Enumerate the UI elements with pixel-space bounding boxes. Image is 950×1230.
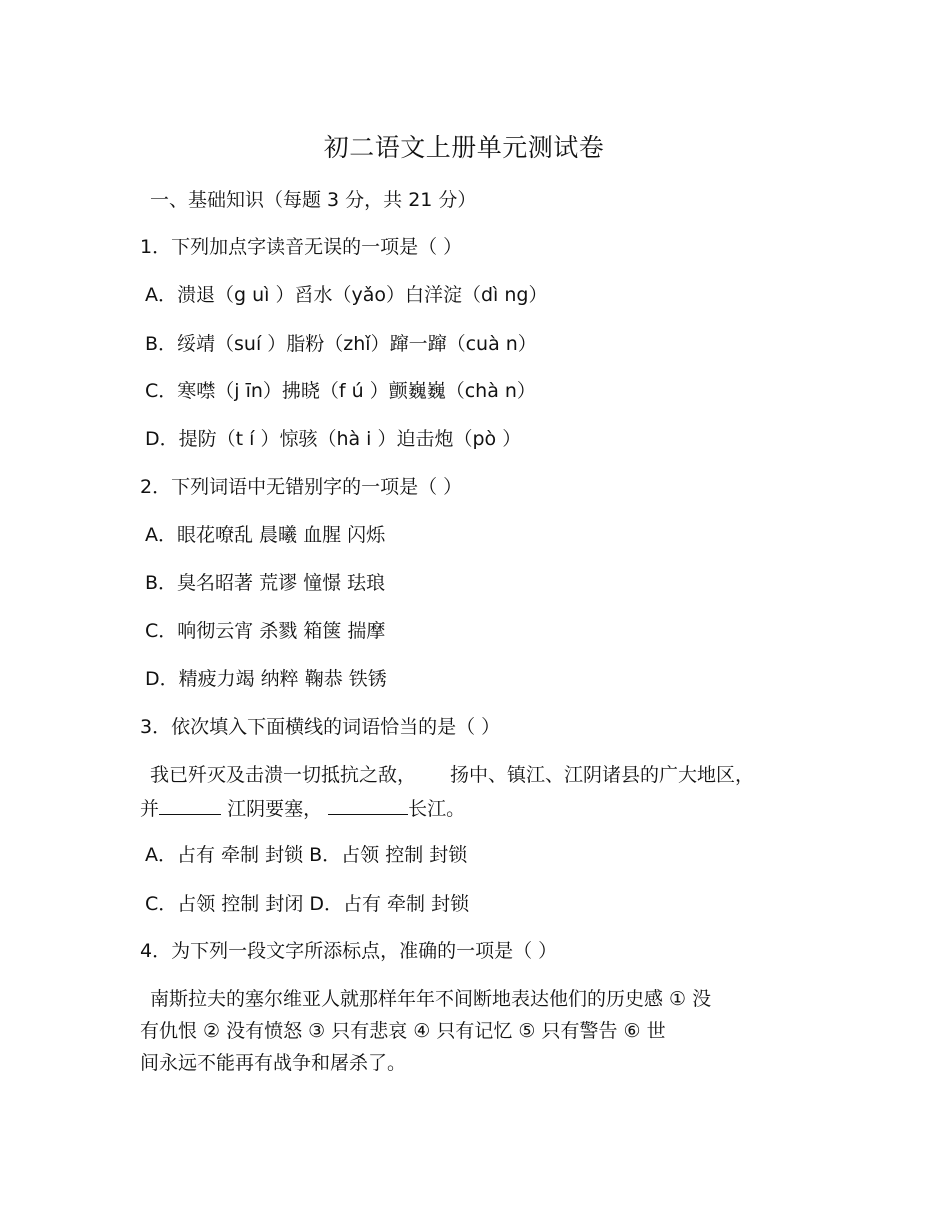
fill-blank-2	[159, 794, 221, 815]
question-4-stem: 4．为下列一段文字所添标点，准确的一项是（ ）	[140, 940, 558, 962]
question-2-option-a: A．眼花嘹乱 晨曦 血腥 闪烁	[145, 524, 386, 546]
passage-text: 长江。	[408, 798, 466, 820]
passage-text: 江阴要塞，	[227, 798, 323, 820]
fill-blank-3	[328, 794, 408, 815]
question-3-passage-line-2	[140, 794, 465, 823]
question-3-passage-line-1	[150, 761, 754, 789]
section-heading: 一、基础知识（每题 3 分，共 21 分）	[150, 189, 477, 211]
passage-text: 并	[140, 798, 160, 820]
question-1-stem: 1．下列加点字读音无误的一项是（ ）	[140, 236, 463, 258]
question-1-option-b: B．绥靖（suí ）脂粉（zhǐ）蹿一蹿（cuà n）	[145, 333, 537, 355]
question-3-options-cd: C．占领 控制 封闭 D．占有 牵制 封锁	[145, 893, 470, 915]
question-2-option-b: B．臭名昭著 荒谬 憧憬 珐琅	[145, 572, 386, 594]
question-1-option-d: D．提防（t í ）惊骇（hà i ）迫击炮（pò ）	[145, 428, 522, 450]
question-4-passage-line-2: 有仇恨 ② 没有愤怒 ③ 只有悲哀 ④ 只有记忆 ⑤ 只有警告 ⑥ 世	[140, 1020, 666, 1042]
question-4-passage-line-1: 南斯拉夫的塞尔维亚人就那样年年不间断地表达他们的历史感 ① 没	[150, 988, 712, 1010]
passage-text: 扬中、镇江、江阴诸县的广大地区，	[450, 764, 755, 786]
page-title: 初二语文上册单元测试卷	[323, 133, 605, 162]
question-1-option-a: A．溃退（g uì ）舀水（yǎo）白洋淀（dì ng）	[145, 284, 548, 306]
question-3-stem: 3．依次填入下面横线的词语恰当的是（ ）	[140, 716, 501, 738]
question-1-option-c: C．寒噤（j īn）拂晓（f ú ）颤巍巍（chà n）	[145, 380, 536, 402]
question-4-passage-line-3: 间永远不能再有战争和屠杀了。	[140, 1052, 407, 1074]
fill-blank-1	[416, 761, 450, 781]
question-3-options-ab: A．占有 牵制 封锁 B．占领 控制 封锁	[145, 844, 468, 866]
question-2-option-c: C．响彻云宵 杀戮 箱箧 揣摩	[145, 620, 386, 642]
question-2-stem: 2．下列词语中无错别字的一项是（ ）	[140, 476, 463, 498]
question-2-option-d: D．精疲力竭 纳粹 鞠恭 铁锈	[145, 668, 387, 690]
passage-text: 我已歼灭及击溃一切抵抗之敌，	[150, 764, 417, 786]
